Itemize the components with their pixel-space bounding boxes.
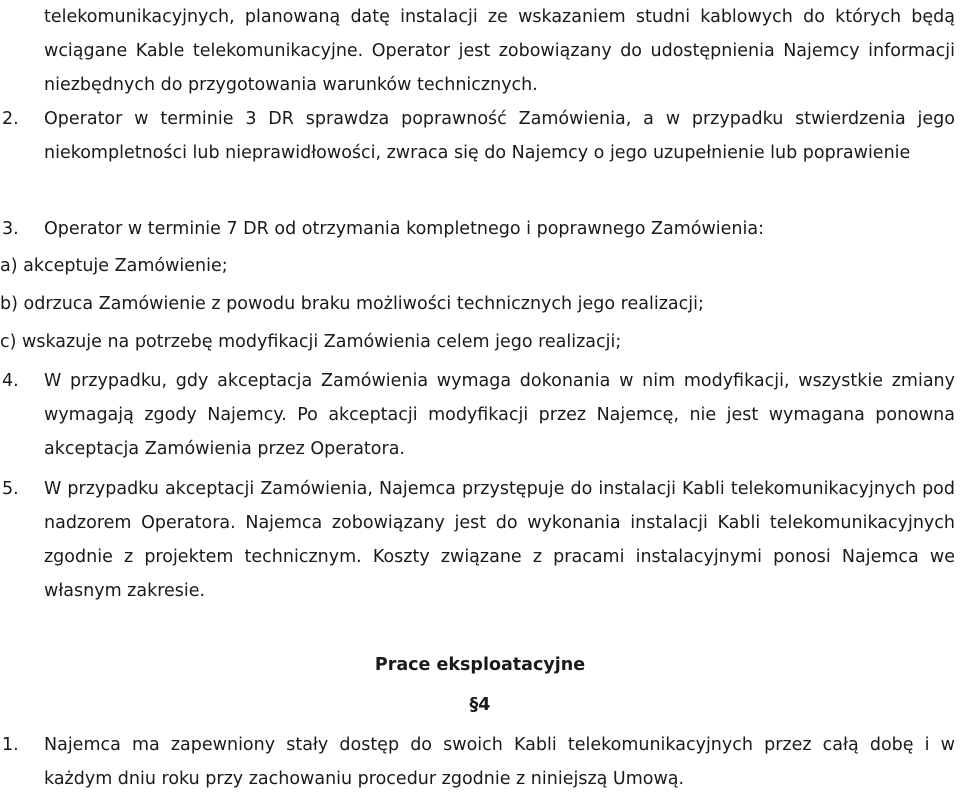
list-item-text: Najemca ma zapewniony stały dostęp do swoich Kabli telekomunikacyjnych przez całą dobę i w każdym dniu roku przy zachowaniu procedur zgodnie z niniejszą Umową. — [44, 735, 955, 789]
list-item-number: 5. — [2, 479, 19, 499]
section-title: Prace eksploatacyjne — [374, 655, 586, 675]
subitem-b: b) odrzuca Zamówienie z powodu braku możliwości technicznych jego realizacji; — [0, 294, 704, 314]
list-item-5 — [2, 472, 955, 608]
subitem-c: c) wskazuje na potrzebę modyfikacji Zamówienia celem jego realizacji; — [0, 332, 622, 352]
list-item-text: W przypadku, gdy akceptacja Zamówienia wymaga dokonania w nim modyfikacji, wszystkie zmiany wymagają zgody Najemcy. Po akceptacji modyfikacji przez Najemcę, nie jest wymagana ponowna akceptacja Zamówienia przez Operatora. — [44, 371, 955, 459]
continuation-paragraph: telekomunikacyjnych, planowaną datę instalacji ze wskazaniem studni kablowych do których będą wciągane Kable telekomunikacyjne. Operator jest zobowiązany do udostępnienia Najemcy informacji niezbędnych do przygotowania warunków technicznych. — [44, 7, 955, 95]
list-item-number: 3. — [2, 219, 19, 239]
list-item-4 — [2, 364, 955, 466]
section-number: §4 — [469, 695, 491, 715]
list-item-number: 2. — [2, 109, 19, 129]
list-item-3 — [2, 212, 955, 246]
list-item-number: 1. — [2, 735, 19, 755]
list-item-text: W przypadku akceptacji Zamówienia, Najemca przystępuje do instalacji Kabli telekomunikacyjnych pod nadzorem Operatora. Najemca zobowiązany jest do wykonania instalacji Kabli telekomunikacyjnych zgodnie z projektem technicznym. Koszty związane z pracami instalacyjnymi ponosi Najemca we własnym zakresie. — [44, 479, 955, 601]
list-item-2 — [2, 102, 955, 170]
list-item-number: 4. — [2, 371, 19, 391]
subitem-a: a) akceptuje Zamówienie; — [0, 256, 228, 276]
list-item-text: Operator w terminie 3 DR sprawdza poprawność Zamówienia, a w przypadku stwierdzenia jego niekompletności lub nieprawidłowości, zwraca się do Najemcy o jego uzupełnienie lub poprawienie — [44, 109, 955, 163]
section-item-1 — [2, 728, 955, 796]
list-item-text: Operator w terminie 7 DR od otrzymania kompletnego i poprawnego Zamówienia: — [44, 219, 764, 239]
